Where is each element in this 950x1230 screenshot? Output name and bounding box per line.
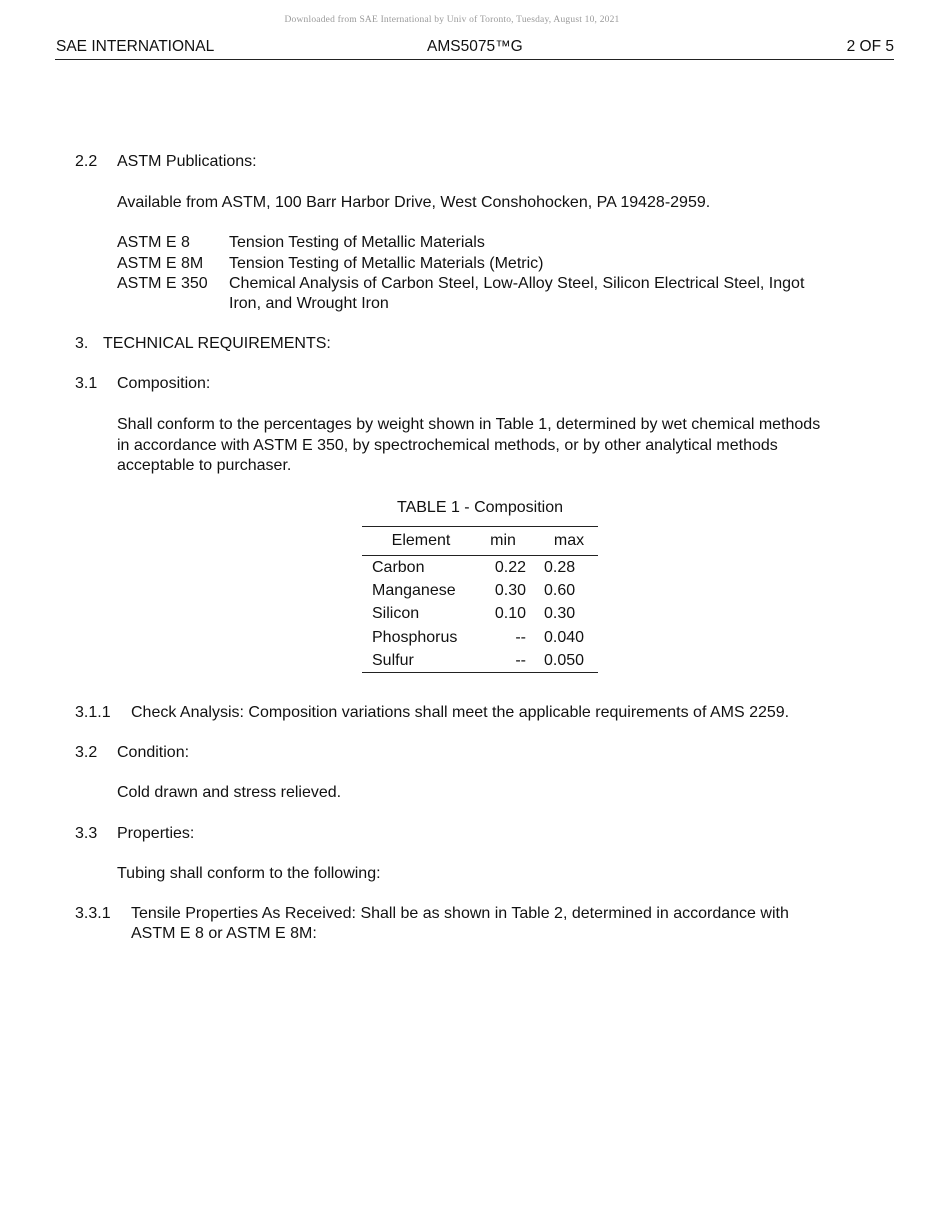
section-number: 3.1.1 xyxy=(75,704,111,721)
table-header-row xyxy=(362,526,598,556)
cell-element: Manganese xyxy=(372,581,456,599)
section-number: 2.2 xyxy=(75,153,98,170)
paragraph-line: Tensile Properties As Received: Shall be as shown in Table 2, determined in accordance with xyxy=(131,905,789,922)
section-title: Properties: xyxy=(117,825,195,842)
paragraph-line: Cold drawn and stress relieved. xyxy=(117,784,342,801)
column-header-max: max xyxy=(526,526,598,556)
cell-element: Silicon xyxy=(372,605,420,623)
table-row xyxy=(362,603,598,626)
cell-element: Sulfur xyxy=(362,649,480,673)
download-note: Downloaded from SAE International by Univ of Toronto, Tuesday, August 10, 2021 xyxy=(284,15,620,25)
section-title: TECHNICAL REQUIREMENTS: xyxy=(103,335,331,352)
ref-title-continued: Iron, and Wrought Iron xyxy=(229,295,389,312)
cell-min: 0.10 xyxy=(494,605,526,623)
section-number: 3.3.1 xyxy=(75,905,111,922)
paragraph-line: acceptable to purchaser. xyxy=(117,457,292,474)
section-number: 3. xyxy=(75,335,89,352)
composition-table xyxy=(362,526,598,673)
cell-max: 0.60 xyxy=(544,581,576,599)
paragraph-line: Shall conform to the percentages by weight shown in Table 1, determined by wet chemical methods xyxy=(117,416,821,433)
cell-max: 0.30 xyxy=(544,605,576,623)
table-row xyxy=(362,579,598,602)
section-number: 3.3 xyxy=(75,825,98,842)
ref-title: Tension Testing of Metallic Materials xyxy=(229,234,485,251)
paragraph-line: Check Analysis: Composition variations shall meet the applicable requirements of AMS 2259. xyxy=(131,704,790,721)
header-doc-id: AMS5075™G xyxy=(427,38,523,55)
ref-title: Tension Testing of Metallic Materials (Metric) xyxy=(229,255,544,272)
column-header-element: Element xyxy=(362,526,480,556)
cell-max: 0.040 xyxy=(544,628,585,646)
cell-min: -- xyxy=(515,628,526,646)
ref-code: ASTM E 8M xyxy=(117,255,204,272)
table-row xyxy=(362,649,598,673)
table-row xyxy=(362,556,598,580)
section-title: Condition: xyxy=(117,744,190,761)
section-number: 3.1 xyxy=(75,375,98,392)
paragraph-line: in accordance with ASTM E 350, by spectrochemical methods, or by other analytical methods xyxy=(117,437,778,454)
column-header-min: min xyxy=(480,526,526,556)
paragraph-line: Tubing shall conform to the following: xyxy=(117,865,381,882)
header-rule xyxy=(55,59,894,60)
ref-code: ASTM E 8 xyxy=(117,234,190,251)
cell-element: Phosphorus xyxy=(372,628,458,646)
cell-min: -- xyxy=(480,649,526,673)
section-number: 3.2 xyxy=(75,744,98,761)
section-title: Composition: xyxy=(117,375,211,392)
cell-max: 0.28 xyxy=(544,558,576,576)
paragraph-line: ASTM E 8 or ASTM E 8M: xyxy=(131,925,317,942)
section-title: ASTM Publications: xyxy=(117,153,257,170)
table-row xyxy=(362,626,598,649)
ref-code: ASTM E 350 xyxy=(117,275,208,292)
cell-element: Carbon xyxy=(372,558,425,576)
cell-max: 0.050 xyxy=(526,649,598,673)
cell-min: 0.22 xyxy=(494,558,526,576)
availability-text: Available from ASTM, 100 Barr Harbor Drive, West Conshohocken, PA 19428-2959. xyxy=(117,194,711,211)
cell-min: 0.30 xyxy=(494,581,526,599)
ref-title: Chemical Analysis of Carbon Steel, Low-Alloy Steel, Silicon Electrical Steel, Ingot xyxy=(229,275,805,292)
header-page-number: 2 OF 5 xyxy=(846,38,894,55)
header-org: SAE INTERNATIONAL xyxy=(56,38,215,55)
table-caption: TABLE 1 - Composition xyxy=(397,499,563,516)
